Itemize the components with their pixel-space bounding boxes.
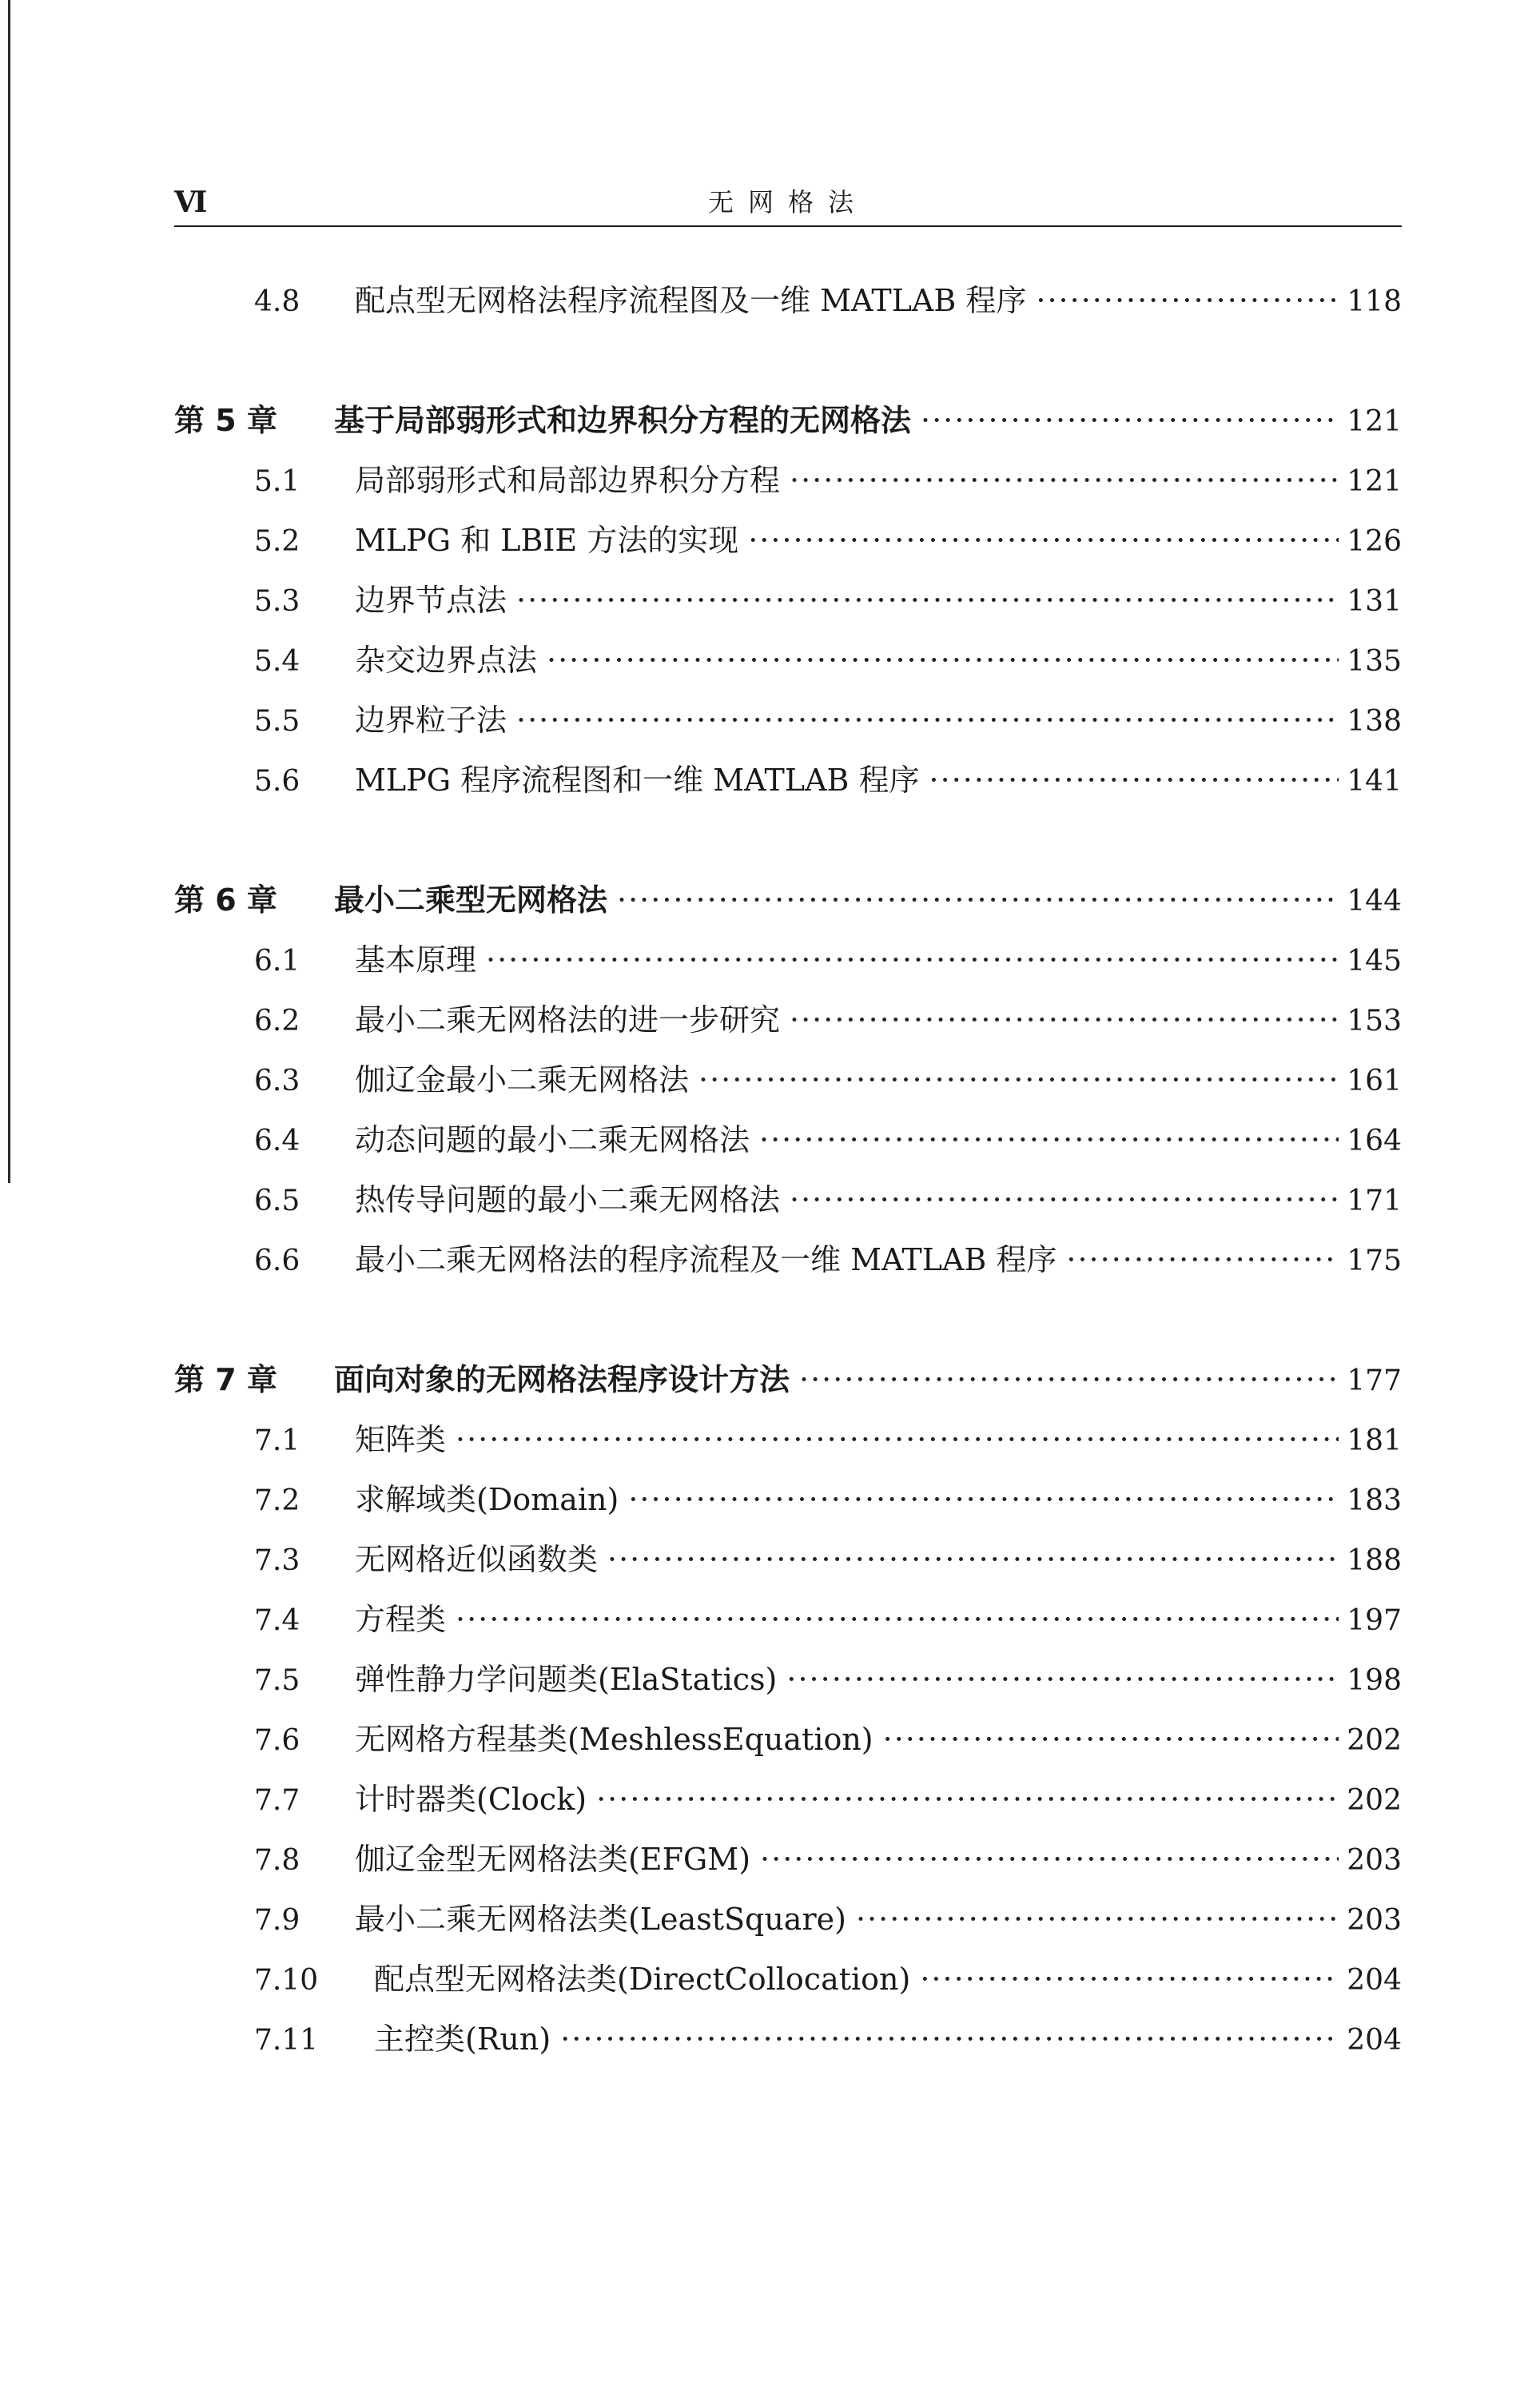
toc-entry-number: 5.3 (254, 585, 300, 618)
toc-entry-title: 基本原理 (355, 942, 477, 978)
toc-section-row (174, 518, 1402, 563)
toc-entry-page: 203 (1347, 1844, 1402, 1877)
toc-section-row (174, 938, 1402, 982)
toc-section-row (174, 638, 1402, 683)
toc-entry-number: 5.6 (254, 765, 300, 798)
toc-section-row (174, 1957, 1402, 2002)
toc-entry-title: 杂交边界点法 (355, 643, 538, 678)
toc-entry-number: 7.9 (254, 1904, 300, 1937)
toc-section-row (174, 1177, 1402, 1222)
toc-entry-page: 183 (1347, 1484, 1402, 1517)
page-number: Ⅵ (174, 185, 208, 219)
toc-entry-title: 无网格近似函数类 (355, 1542, 599, 1577)
toc-entry-number: 7.8 (254, 1844, 300, 1877)
toc-entry-number: 第 6 章 (174, 882, 277, 918)
dot-leader (456, 1417, 1339, 1462)
toc-entry-page: 131 (1347, 585, 1402, 618)
toc-section-row (174, 998, 1402, 1042)
toc-entry-title: 求解域类(Domain) (355, 1482, 619, 1517)
toc-entry-number: 7.10 (254, 1964, 319, 1997)
toc-entry-title: 方程类 (355, 1602, 447, 1637)
running-title: 无网格法 (707, 187, 868, 217)
toc-entry-title: 面向对象的无网格法程序设计方法 (334, 1362, 790, 1397)
toc-entry-page: 138 (1347, 705, 1402, 738)
toc-section-row (174, 1777, 1402, 1822)
toc-entry-title: 最小二乘无网格法的程序流程及一维 MATLAB 程序 (355, 1242, 1057, 1277)
toc-entry-number: 7.11 (254, 2024, 319, 2057)
dot-leader (790, 998, 1339, 1042)
toc-section-row (174, 1117, 1402, 1162)
toc-section-row (174, 1237, 1402, 1282)
toc-chapter-row (174, 878, 1402, 922)
toc-entry-page: 175 (1347, 1245, 1402, 1277)
dot-leader (786, 1657, 1339, 1702)
toc-entry-number: 6.1 (254, 945, 300, 978)
toc-section-row (174, 578, 1402, 623)
toc-entry-number: 5.5 (254, 705, 300, 738)
toc-section-row (174, 1837, 1402, 1882)
toc-entry-page: 181 (1347, 1424, 1402, 1457)
toc-entry-title: 最小二乘无网格法的进一步研究 (355, 1002, 781, 1038)
toc-entry-number: 6.3 (254, 1065, 300, 1097)
dot-leader (596, 1777, 1339, 1822)
dot-leader (516, 578, 1339, 623)
toc-entry-page: 121 (1347, 405, 1402, 438)
toc-entry-number: 7.1 (254, 1424, 300, 1457)
toc-entry-title: 最小二乘型无网格法 (334, 882, 608, 918)
dot-leader (547, 638, 1339, 683)
toc-section-row (174, 1477, 1402, 1522)
toc-entry-number: 7.2 (254, 1484, 300, 1517)
toc-entry-title: 边界粒子法 (355, 703, 507, 738)
dot-leader (856, 1897, 1339, 1942)
page-header (174, 182, 1402, 222)
dot-leader (929, 758, 1339, 803)
toc-section-row (174, 458, 1402, 503)
toc-section-row (174, 278, 1402, 323)
toc-entry-number: 5.1 (254, 465, 300, 498)
toc-entry-page: 141 (1347, 765, 1402, 798)
dot-leader (617, 878, 1339, 922)
dot-leader (1036, 278, 1339, 323)
toc-entry-title: 无网格方程基类(MeshlessEquation) (355, 1722, 873, 1757)
toc-entry-title: MLPG 程序流程图和一维 MATLAB 程序 (355, 763, 920, 798)
toc-section-row (174, 1537, 1402, 1582)
dot-leader (698, 1058, 1339, 1102)
toc-entry-title: 伽辽金最小二乘无网格法 (355, 1062, 690, 1097)
toc-entry-page: 202 (1347, 1724, 1402, 1757)
dot-leader (560, 2017, 1339, 2061)
toc-entry-page: 121 (1347, 465, 1402, 498)
toc-entry-title: 动态问题的最小二乘无网格法 (355, 1122, 750, 1157)
toc-entry-number: 第 7 章 (174, 1362, 277, 1397)
dot-leader (790, 1177, 1339, 1222)
toc-entry-title: 计时器类(Clock) (355, 1782, 587, 1817)
toc-section-row (174, 698, 1402, 743)
toc-entry-page: 144 (1347, 885, 1402, 918)
toc-section-row (174, 1058, 1402, 1102)
toc-entry-number: 5.2 (254, 525, 300, 558)
toc-entry-title: 矩阵类 (355, 1422, 447, 1457)
toc-section-row (174, 1897, 1402, 1942)
dot-leader (748, 518, 1339, 563)
toc-entry-title: 局部弱形式和局部边界积分方程 (355, 463, 781, 498)
toc-entry-number: 6.4 (254, 1125, 300, 1157)
toc-entry-page: 135 (1347, 645, 1402, 678)
toc-entry-page: 171 (1347, 1185, 1402, 1217)
toc-entry-page: 153 (1347, 1005, 1402, 1038)
dot-leader (628, 1477, 1339, 1522)
toc-entry-page: 164 (1347, 1125, 1402, 1157)
toc-entry-number: 7.6 (254, 1724, 300, 1757)
dot-leader (790, 458, 1339, 503)
toc-entry-title: 配点型无网格法类(DirectCollocation) (374, 1962, 911, 1997)
toc-entry-page: 161 (1347, 1065, 1402, 1097)
toc-entry-page: 177 (1347, 1364, 1402, 1397)
toc-entry-page: 145 (1347, 945, 1402, 978)
toc-entry-page: 126 (1347, 525, 1402, 558)
dot-leader (516, 698, 1339, 743)
toc-entry-number: 7.4 (254, 1604, 300, 1637)
toc-entry-title: MLPG 和 LBIE 方法的实现 (355, 523, 739, 558)
toc-entry-number: 第 5 章 (174, 403, 277, 438)
toc-chapter-row (174, 398, 1402, 443)
toc-entry-page: 204 (1347, 2024, 1402, 2057)
toc-entry-number: 4.8 (254, 285, 300, 318)
toc-entry-page: 204 (1347, 1964, 1402, 1997)
toc-entry-page: 188 (1347, 1544, 1402, 1577)
dot-leader (759, 1117, 1339, 1162)
toc-entry-title: 主控类(Run) (374, 2022, 551, 2057)
dot-leader (883, 1717, 1339, 1762)
toc-section-row (174, 758, 1402, 803)
toc-entry-title: 边界节点法 (355, 583, 507, 618)
toc-section-row (174, 1657, 1402, 1702)
toc-entry-title: 伽辽金型无网格法类(EFGM) (355, 1842, 751, 1877)
toc-entry-number: 7.5 (254, 1664, 300, 1697)
toc-section-row (174, 1717, 1402, 1762)
toc-entry-number: 7.7 (254, 1784, 300, 1817)
toc-entry-number: 6.5 (254, 1185, 300, 1217)
toc-entry-number: 6.2 (254, 1005, 300, 1038)
toc-entry-number: 5.4 (254, 645, 300, 678)
toc-entry-number: 6.6 (254, 1245, 300, 1277)
toc-entry-page: 203 (1347, 1904, 1402, 1937)
toc-section-row (174, 1417, 1402, 1462)
toc-entry-page: 202 (1347, 1784, 1402, 1817)
toc-entry-title: 最小二乘无网格法类(LeastSquare) (355, 1902, 846, 1937)
dot-leader (1066, 1237, 1339, 1282)
toc-section-row (174, 2017, 1402, 2061)
toc-entry-title: 弹性静力学问题类(ElaStatics) (355, 1662, 778, 1697)
dot-leader (456, 1597, 1339, 1642)
toc-entry-title: 配点型无网格法程序流程图及一维 MATLAB 程序 (355, 283, 1027, 318)
toc-entry-title: 热传导问题的最小二乘无网格法 (355, 1182, 781, 1217)
toc-entry-page: 197 (1347, 1604, 1402, 1637)
dot-leader (921, 398, 1339, 443)
toc-entry-page: 118 (1347, 285, 1402, 318)
scan-edge-line (8, 0, 10, 1183)
toc-entry-title: 基于局部弱形式和边界积分方程的无网格法 (334, 403, 912, 438)
dot-leader (920, 1957, 1339, 2002)
toc-section-row (174, 1597, 1402, 1642)
dot-leader (607, 1537, 1339, 1582)
toc-entry-number: 7.3 (254, 1544, 300, 1577)
toc-entry-page: 198 (1347, 1664, 1402, 1697)
toc-chapter-row (174, 1357, 1402, 1402)
dot-leader (799, 1357, 1339, 1402)
dot-leader (760, 1837, 1339, 1882)
dot-leader (486, 938, 1339, 982)
header-rule (174, 225, 1402, 227)
